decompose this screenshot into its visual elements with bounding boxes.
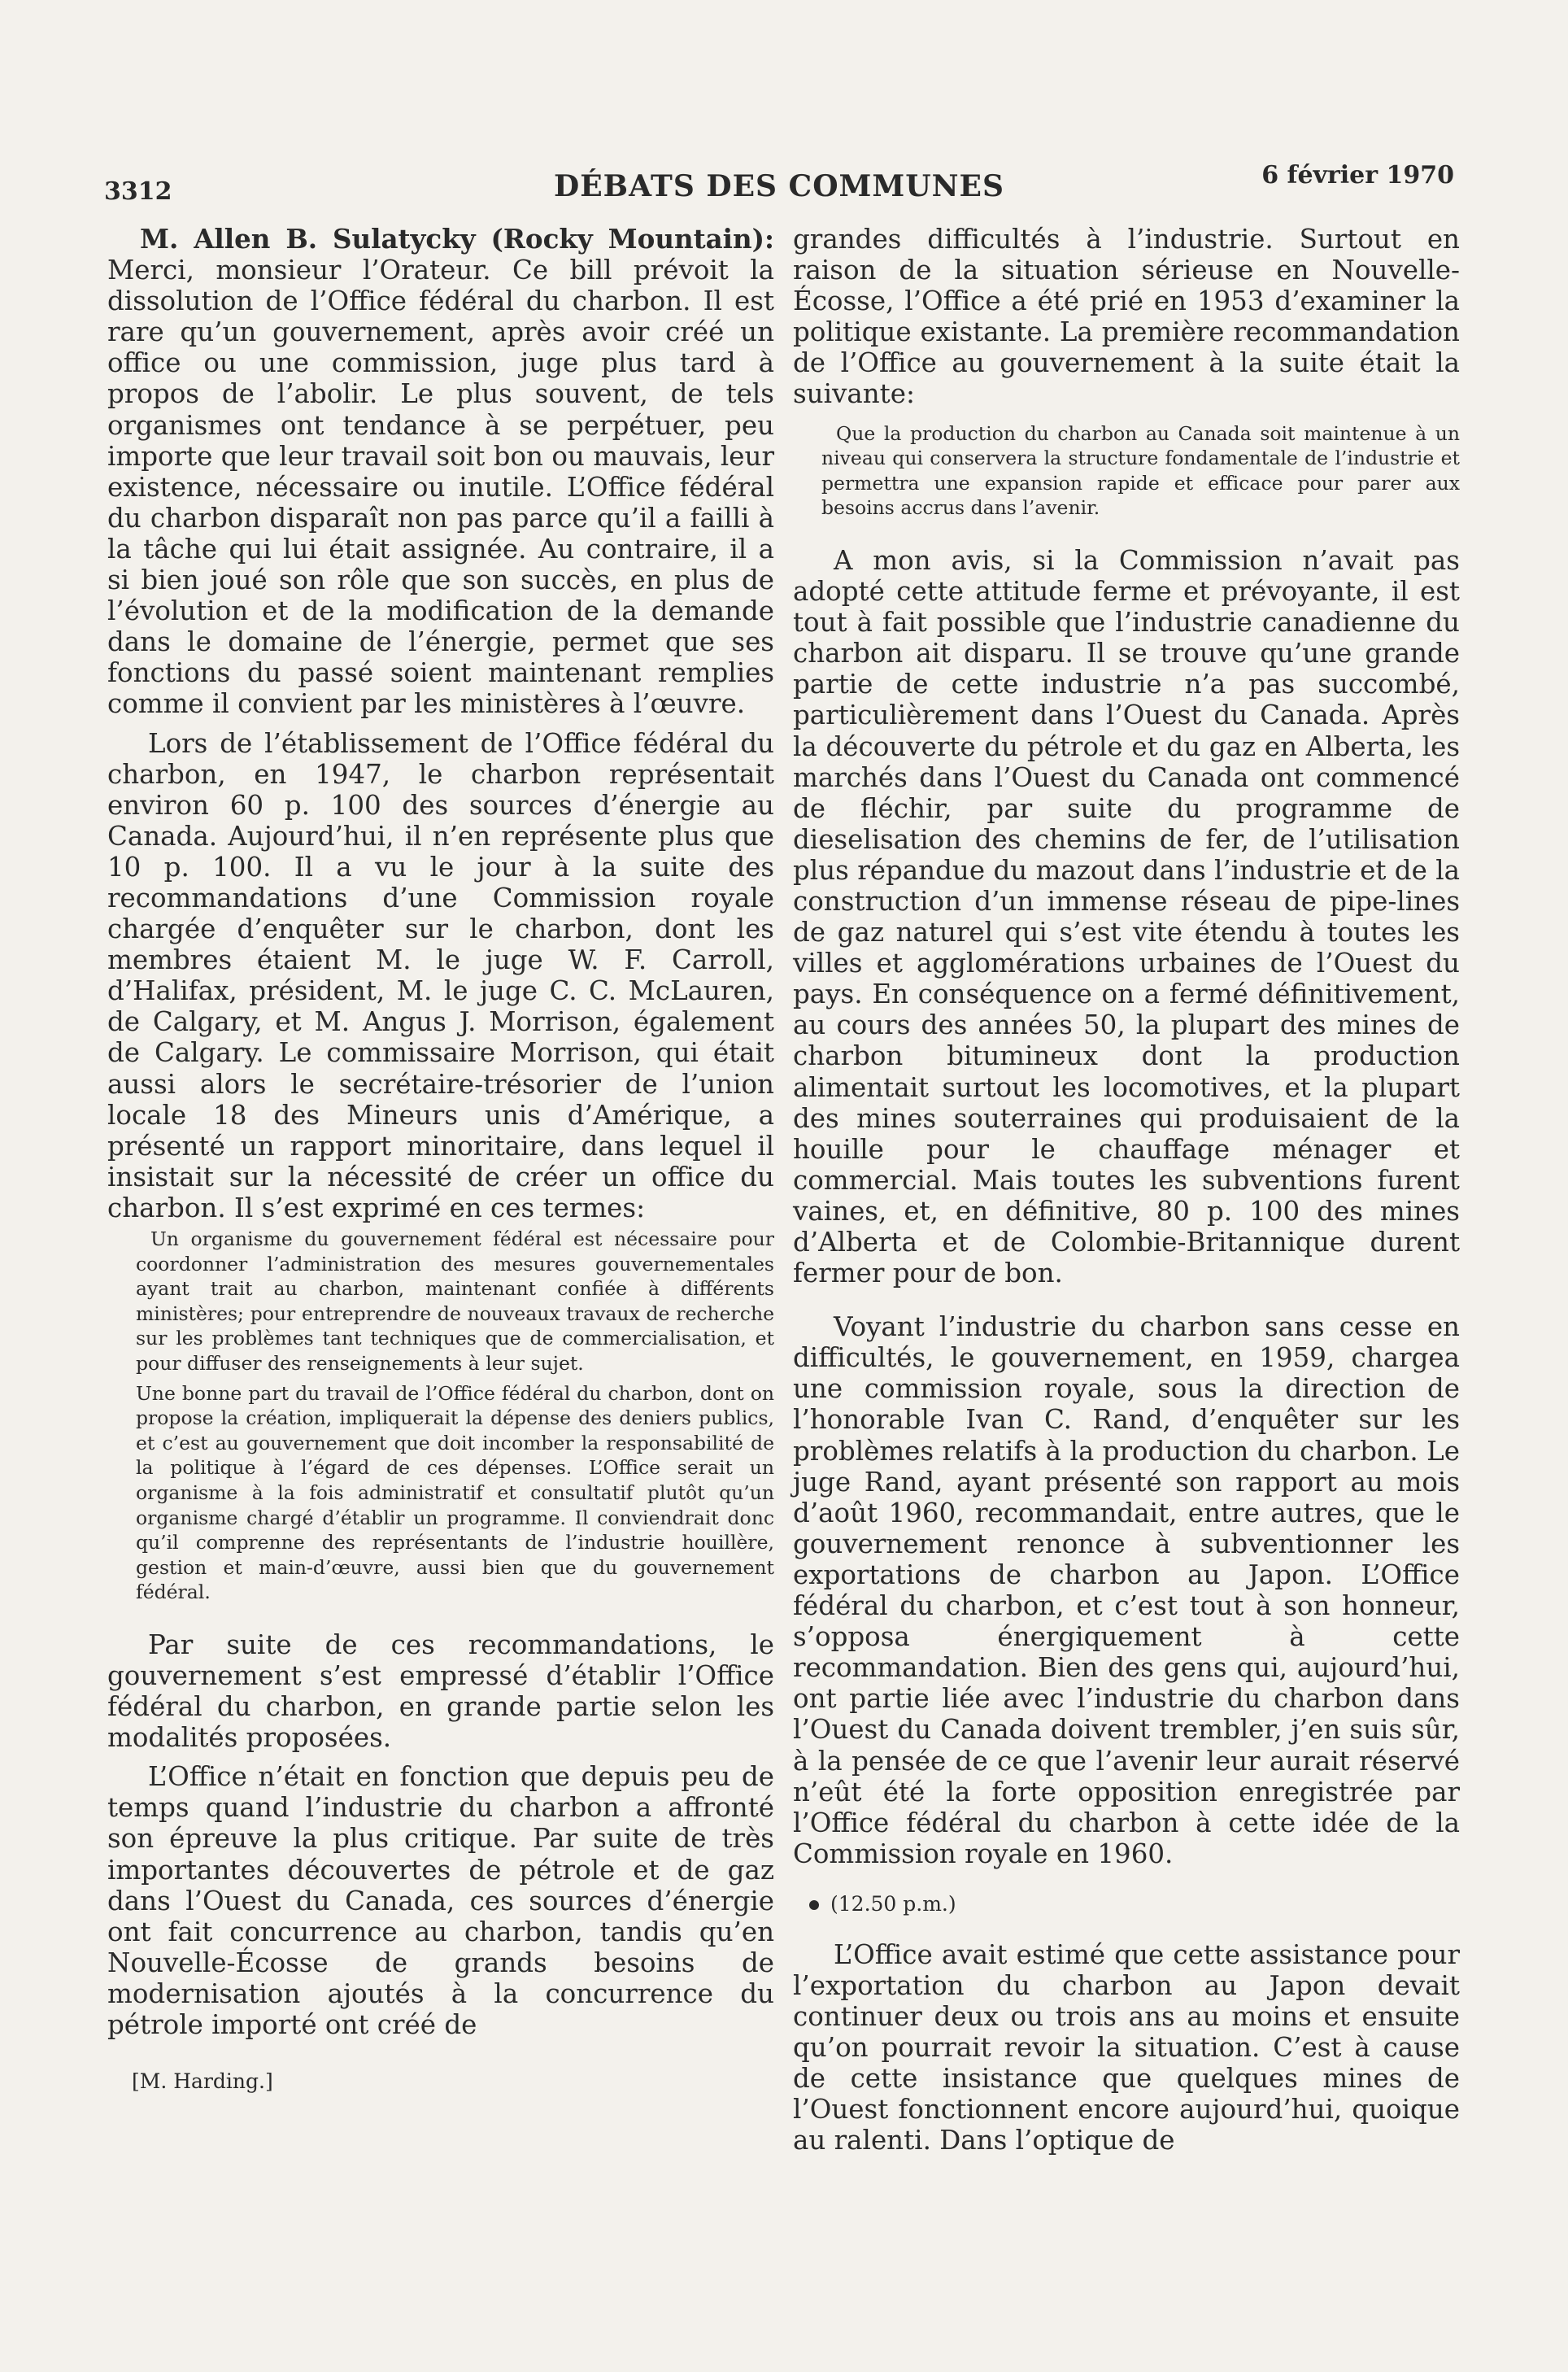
paragraph: A mon avis, si la Commission n’avait pas adopté cette attitude ferme et prévoyante, il est tout à fait possible que l’industrie canadienne du charbon ait disparu. Il se trouve qu’une grande partie de cette industrie n’a pas succombé, particulièrement dans l’Ouest du Canada. Après la découverte du pétrole et du gaz en Alberta, les marchés dans l’Ouest du Canada ont commencé de fléchir, par suite du programme de dieselisation des chemins de fer, de l’utilisation plus répandue du mazout dans l’industrie et de la construction d’un immense réseau de pipe-lines de gaz naturel qui s’est vite étendu à toutes les villes et agglomérations urbaines de l’Ouest du pays. En conséquence on a fermé définitivement, au cours des années 50, la plupart des mines de charbon bitumineux dont la production alimentait surtout les locomotives, et la plupart des mines souterraines qui produisaient de la houille pour le chauffage ménager et commercial. Mais toutes les subventions furent vaines, et, en définitive, 80 p. 100 des mines d’Alberta et de Colombie-Britannique durent fermer pour de bon. — [793, 544, 1460, 1289]
page-number: 3312 — [104, 177, 172, 206]
paragraph: L’Office n’était en fonction que depuis peu de temps quand l’industrie du charbon a affronté son épreuve la plus critique. Par suite de très importantes découvertes de pétrole et de gaz dans l’Ouest du Canada, ces sources d’énergie ont fait concurrence au charbon, tandis qu’en Nouvelle-Écosse de grands besoins de modernisation ajoutés à la concurrence du pétrole importé ont créé de — [107, 1761, 774, 2041]
block-quote — [793, 421, 1460, 521]
page-date: 6 février 1970 — [1261, 161, 1454, 190]
paragraph-continued: grandes difficultés à l’industrie. Surtout en raison de la situation sérieuse en Nouvelle-Écosse, l’Office a été prié en 1953 d’examiner la politique existante. La première recommandation de l’Office au gouvernement à la suite était la suivante: — [793, 224, 1460, 410]
paragraph-text: Merci, monsieur l’Orateur. Ce bill prévoit la dissolution de l’Office fédéral du charbon. Il est rare qu’un gouvernement, après avoir créé un office ou une commission, juge plus tard à propos de l’abolir. Le plus souvent, de tels organismes ont tendance à se perpétuer, peu importe que leur travail soit bon ou mauvais, leur existence, nécessaire ou inutile. L’Office fédéral du charbon disparaît non pas parce qu’il a failli à la tâche qui lui était assignée. Au contraire, il a si bien joué son rôle que son succès, en plus de l’évolution et de la modification de la demande dans le domaine de l’énergie, permet que ses fonctions du passé soient maintenant remplies comme il convient par les ministères à l’œuvre. — [107, 255, 774, 720]
paragraph: Par suite de ces recommandations, le gouvernement s’est empressé d’établir l’Office fédéral du charbon, en grande partie selon les modalités proposées. — [107, 1629, 774, 1754]
speaker-note: [M. Harding.] — [132, 2069, 273, 2094]
quote-paragraph: Une bonne part du travail de l’Office fédéral du charbon, dont on propose la création, impliquerait la dépense des deniers publics, et c’est au gouvernement que doit incomber la responsabilité de la politique à l’égard de ces dépenses. L’Office serait un organisme à la fois administratif et consultatif plutôt qu’un organisme chargé d’établir un programme. Il conviendrait donc qu’il comprenne des représentants de l’industrie houillère, gestion et main-d’œuvre, aussi bien que du gouvernement fédéral. — [136, 1381, 774, 1604]
block-quote — [107, 1227, 774, 1605]
paragraph: L’Office avait estimé que cette assistance pour l’exportation du charbon au Japon devait continuer deux ou trois ans au moins et ensuite qu’on pourrait revoir la situation. C’est à cause de cette insistance que quelques mines de l’Ouest fonctionnent encore aujourd’hui, quoique au ralenti. Dans l’optique de — [793, 1938, 1460, 2156]
quote-paragraph: Un organisme du gouvernement fédéral est nécessaire pour coordonner l’administration des mesures gouvernementales ayant trait au charbon, maintenant confiée à différents ministères; pour entreprendre de nouveaux travaux de recherche sur les problèmes tant techniques que de commercialisation, et pour diffuser des renseignements à leur sujet. — [136, 1227, 774, 1375]
right-column — [793, 224, 1460, 2156]
paragraph-opening — [107, 224, 774, 720]
speaker-name: M. Allen B. Sulatycky (Rocky Mountain): — [140, 223, 774, 255]
bullet-icon — [809, 1900, 819, 1910]
time-marker — [793, 1892, 1460, 1916]
paragraph: Lors de l’établissement de l’Office fédéral du charbon, en 1947, le charbon représentait environ 60 p. 100 des sources d’énergie au Canada. Aujourd’hui, il n’en représente plus que 10 p. 100. Il a vu le jour à la suite des recommandations d’une Commission royale chargée d’enquêter sur le charbon, dont les membres étaient M. le juge W. F. Carroll, d’Halifax, président, M. le juge C. C. McLauren, de Calgary, et M. Angus J. Morrison, également de Calgary. Le commissaire Morrison, qui était aussi alors le secrétaire-trésorier de l’union locale 18 des Mineurs unis d’Amérique, a présenté un rapport minoritaire, dans lequel il insistait sur la nécessité de créer un office du charbon. Il s’est exprimé en ces termes: — [107, 727, 774, 1223]
publication-title: DÉBATS DES COMMUNES — [553, 169, 1004, 203]
quote-paragraph: Que la production du charbon au Canada soit maintenue à un niveau qui conservera la structure fondamentale de l’industrie et permettra une expansion rapide et efficace pour parer aux besoins accrus dans l’avenir. — [821, 421, 1460, 520]
left-column — [107, 224, 774, 2094]
paragraph: Voyant l’industrie du charbon sans cesse en difficultés, le gouvernement, en 1959, chargea une commission royale, sous la direction de l’honorable Ivan C. Rand, d’enquêter sur les problèmes relatifs à la production du charbon. Le juge Rand, ayant présenté son rapport au mois d’août 1960, recommandait, entre autres, que le gouvernement renonce à subventionner les exportations de charbon au Japon. L’Office fédéral du charbon, et c’est tout à son honneur, s’opposa énergiquement à cette recommandation. Bien des gens qui, aujourd’hui, ont partie liée avec l’industrie du charbon dans l’Ouest du Canada doivent trembler, j’en suis sûr, à la pensée de ce que l’avenir leur aurait réservé n’eût été la forte opposition enregistrée par l’Office fédéral du charbon à cette idée de la Commission royale en 1960. — [793, 1311, 1460, 1869]
page-header — [104, 161, 1454, 210]
time-text: (12.50 p.m.) — [830, 1891, 956, 1916]
